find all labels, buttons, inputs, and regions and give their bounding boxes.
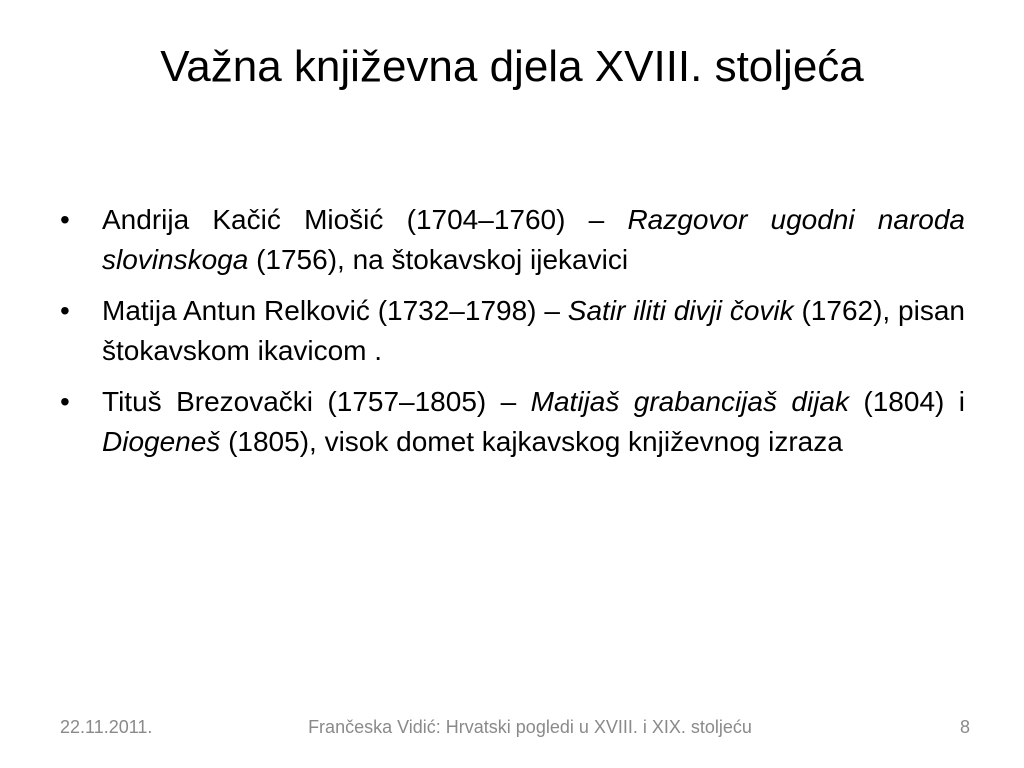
bullet-text-segment: (1756), na štokavskoj ijekavici bbox=[248, 244, 629, 275]
bullet-text-segment: (1805), visok domet kajkavskog književnog izraza bbox=[220, 426, 843, 457]
bullet-item-kacic bbox=[60, 200, 965, 280]
bullet-text-segment: Tituš Brezovački (1757–1805) – bbox=[102, 386, 531, 417]
work-title-razgovor: Razgovor ugodni naroda slovinskoga bbox=[102, 204, 965, 275]
bullet-marker: • bbox=[60, 295, 70, 326]
slide-title: Važna književna djela XVIII. stoljeća bbox=[160, 42, 864, 91]
bullet-item-relkovic bbox=[60, 291, 965, 371]
slide-number: 8 bbox=[959, 717, 970, 737]
work-title-satir: Satir iliti divji čovik bbox=[567, 295, 794, 326]
bullet-text-segment: Matija Antun Relković (1732–1798) – bbox=[102, 295, 568, 326]
bullet-text-segment: (1804) i bbox=[848, 386, 965, 417]
bullet-text-segment: (1762), pisan štokavskom ikavicom . bbox=[102, 295, 965, 366]
bullet-item-brezovacki bbox=[60, 382, 965, 462]
footer-date: 22.11.2011. bbox=[60, 717, 153, 737]
work-title-diogenes: Diogeneš bbox=[102, 426, 221, 457]
footer-text: Frančeska Vidić: Hrvatski pogledi u XVIII. i XIX. stoljeću bbox=[308, 717, 752, 737]
bullet-marker: • bbox=[60, 386, 70, 417]
bullet-marker: • bbox=[60, 204, 70, 235]
bullet-list bbox=[60, 200, 965, 473]
work-title-matijas: Matijaš grabancijaš dijak bbox=[530, 386, 849, 417]
bullet-text-segment: Andrija Kačić Miošić (1704–1760) – bbox=[102, 204, 628, 235]
